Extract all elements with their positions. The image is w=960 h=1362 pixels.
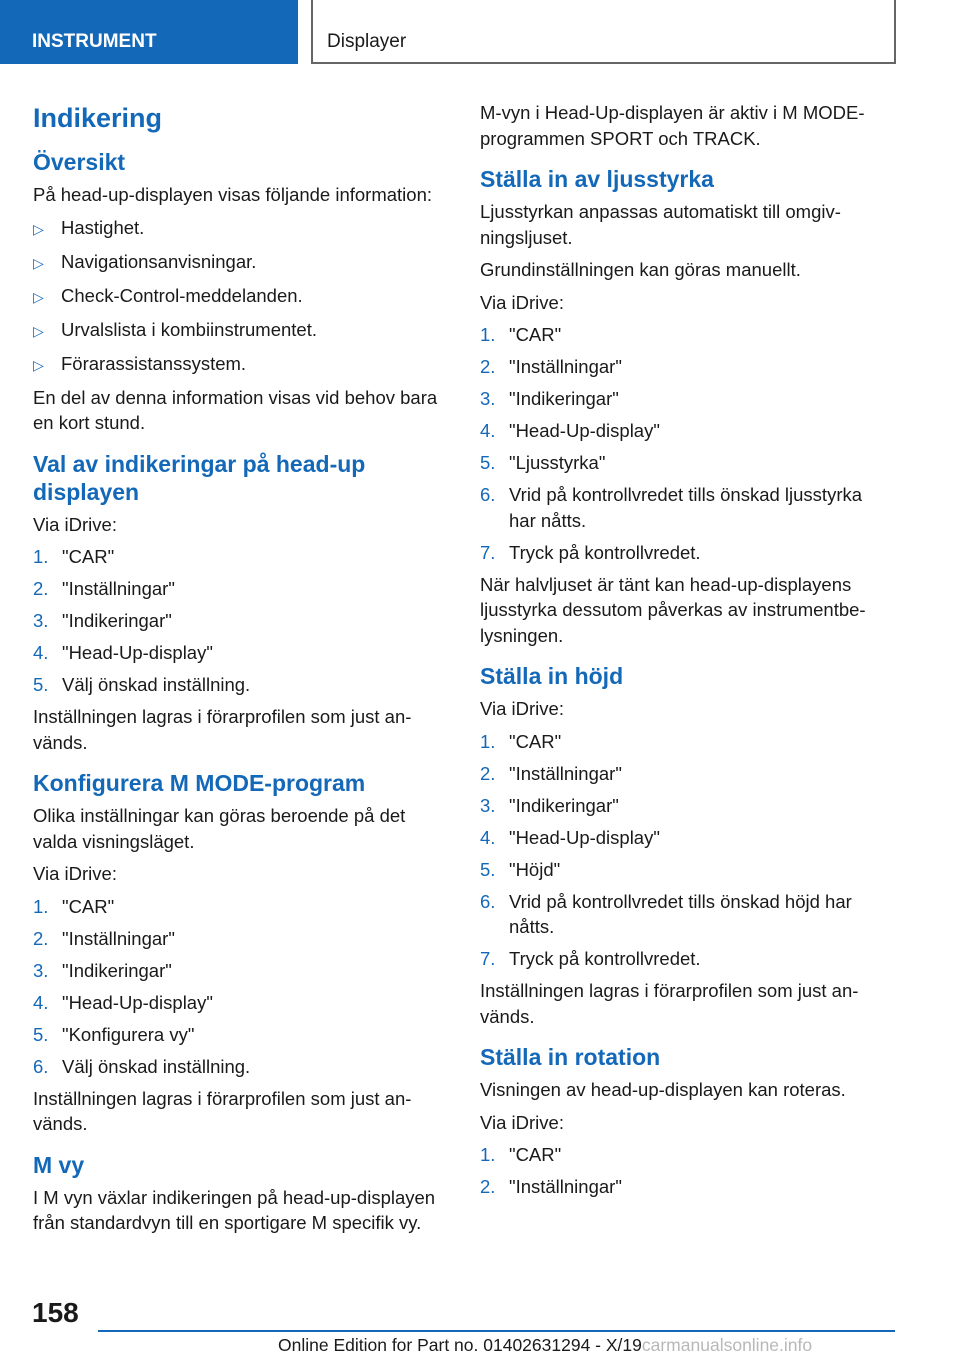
mmode-steps <box>33 894 448 1080</box>
mview-heading: M vy <box>33 1151 85 1178</box>
brightness-heading: Ställa in av ljusstyrka <box>480 166 714 192</box>
chapter-title: Displayer <box>311 0 896 64</box>
brightness-steps <box>480 322 890 565</box>
step-item: 2. "Inställningar" <box>33 927 175 949</box>
select-outro: Inställningen lagras i förarprofilen som just an-vänds. <box>33 706 412 753</box>
list-item: ▷ Hastighet. <box>33 215 448 243</box>
mview-continued: M-vyn i Head-Up-displayen är aktiv i M MODE-programmen SPORT och TRACK. <box>480 102 865 149</box>
list-item: ▷ Navigationsanvisningar. <box>33 249 448 277</box>
step-item: 4. "Head-Up-display" <box>33 642 213 663</box>
step-item: 5. "Konfigurera vy" <box>33 1023 195 1045</box>
mmode-outro: Inställningen lagras i förarprofilen som just an-vänds. <box>33 1087 412 1134</box>
select-heading: Val av indikeringar på head-up displayen <box>33 450 366 505</box>
height-steps <box>480 729 890 972</box>
overview-intro: På head-up-displayen visas följande information: <box>33 184 433 205</box>
page-number: 158 <box>32 1297 79 1328</box>
triangle-bullet-icon: ▷ <box>33 322 44 339</box>
brightness-p2: Grundinställningen kan göras manuellt. <box>480 259 801 280</box>
step-item: 5. "Höjd" <box>480 858 561 880</box>
footer-edition: Online Edition for Part no. 01402631294 - X/19carmanualsonline.info <box>278 1335 813 1355</box>
brightness-via: Via iDrive: <box>480 291 564 313</box>
step-item: 6. Vrid på kontrollvredet tills önskad ljusstyrka har nåtts. <box>480 484 863 531</box>
rotation-heading: Ställa in rotation <box>480 1044 661 1070</box>
step-item: 4. "Head-Up-display" <box>480 826 660 848</box>
step-item: 6. Vrid på kontrollvredet tills önskad höjd har nåtts. <box>480 890 852 937</box>
step-item: 6. Välj önskad inställning. <box>33 1055 251 1077</box>
footer-watermark: carmanualsonline.info <box>641 1335 813 1355</box>
height-via: Via iDrive: <box>480 698 564 719</box>
brightness-p1: Ljusstyrkan anpassas automatiskt till omgiv-ningsljuset. <box>480 201 841 248</box>
step-item: 3. "Indikeringar" <box>480 388 619 409</box>
brightness-outro: När halvljuset är tänt kan head-up-displayens ljusstyrka dessutom påverkas av instrumentbe-lysningen. <box>480 573 866 646</box>
step-item: 2. "Inställningar" <box>480 1176 622 1197</box>
overview-list <box>33 215 448 379</box>
overview-heading: Översikt <box>33 149 126 175</box>
step-item: 3. "Indikeringar" <box>33 610 172 631</box>
list-item: ▷ Förarassistanssystem. <box>33 351 448 379</box>
list-item: ▷ Urvalslista i kombiinstrumentet. <box>33 317 448 345</box>
step-item: 7. Tryck på kontrollvredet. <box>480 541 701 563</box>
mmode-heading: Konfigurera M MODE-program <box>33 770 366 796</box>
step-item: 2. "Inställningar" <box>480 356 622 377</box>
left-column <box>33 100 448 1243</box>
step-item: 3. "Indikeringar" <box>480 794 619 816</box>
step-item: 1. "CAR" <box>480 324 562 345</box>
footer-divider <box>98 1330 895 1332</box>
step-item: 1. "CAR" <box>480 1144 562 1165</box>
step-item: 1. "CAR" <box>33 546 115 567</box>
mview-text: I M vyn växlar indikeringen på head-up-displayen från standardvyn till en sportigare M specifik vy. <box>33 1186 436 1233</box>
step-item: 2. "Inställningar" <box>33 578 175 599</box>
step-item: 7. Tryck på kontrollvredet. <box>480 948 701 969</box>
section-tab: INSTRUMENT <box>0 0 298 64</box>
select-steps <box>33 544 448 698</box>
step-item: 5. "Ljusstyrka" <box>480 452 606 473</box>
overview-outro: En del av denna information visas vid behov bara en kort stund. <box>33 386 438 433</box>
select-via: Via iDrive: <box>33 513 117 535</box>
list-item: ▷ Check-Control-meddelanden. <box>33 283 448 311</box>
step-item: 4. "Head-Up-display" <box>480 420 660 441</box>
triangle-bullet-icon: ▷ <box>33 288 44 305</box>
mmode-intro: Olika inställningar kan göras beroende på det valda visningsläget. <box>33 805 406 852</box>
step-item: 2. "Inställningar" <box>480 762 622 784</box>
step-item: 4. "Head-Up-display" <box>33 991 213 1013</box>
step-item: 5. Välj önskad inställning. <box>33 674 251 695</box>
mmode-via: Via iDrive: <box>33 863 117 884</box>
step-item: 3. "Indikeringar" <box>33 959 172 981</box>
triangle-bullet-icon: ▷ <box>33 254 44 271</box>
right-column <box>480 100 890 1206</box>
rotation-steps <box>480 1142 890 1200</box>
height-heading: Ställa in höjd <box>480 663 624 689</box>
rotation-p1: Visningen av head-up-displayen kan roteras. <box>480 1079 846 1100</box>
step-item: 1. "CAR" <box>33 895 115 917</box>
step-item: 1. "CAR" <box>480 730 562 752</box>
triangle-bullet-icon: ▷ <box>33 356 44 373</box>
rotation-via: Via iDrive: <box>480 1111 564 1133</box>
page-heading: Indikering <box>33 103 163 133</box>
height-outro: Inställningen lagras i förarprofilen som just an-vänds. <box>480 980 859 1027</box>
triangle-bullet-icon: ▷ <box>33 220 44 237</box>
page-header <box>0 0 960 66</box>
